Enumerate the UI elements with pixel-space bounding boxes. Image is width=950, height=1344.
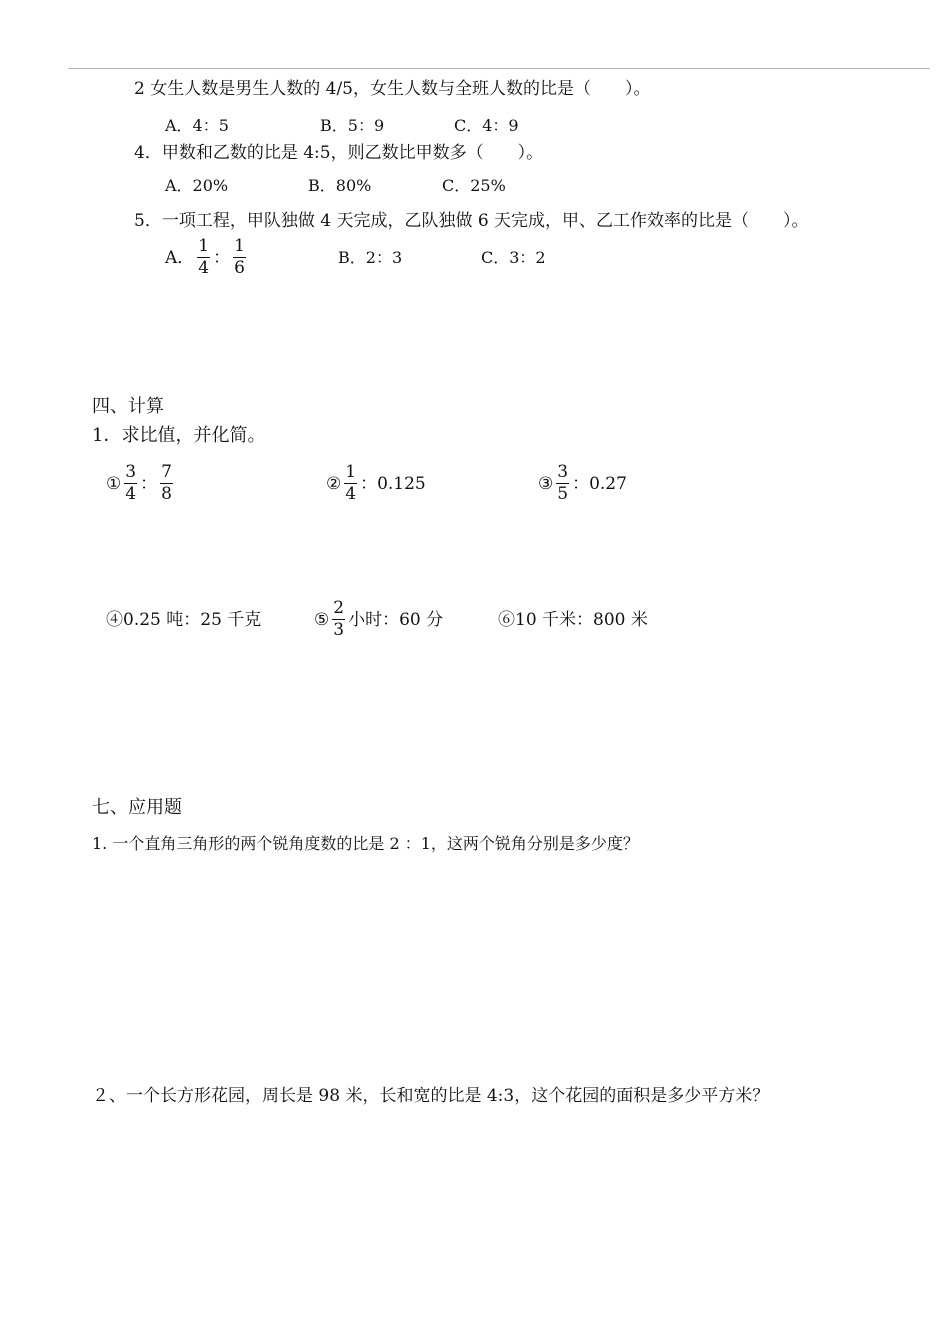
item-marker: ③ [538,473,554,494]
question-2-text: 2 女生人数是男生人数的 4/5，女生人数与全班人数的比是（ ）。 [134,79,651,99]
calc-item-6: ⑥10 千米：800 米 [498,610,648,630]
calc-item-2 [326,463,426,504]
fraction-numerator: 2 [333,598,345,618]
application-question-1: 1. 一个直角三角形的两个锐角度数的比是 2 ：1，这两个锐角分别是多少度？ [92,834,639,853]
fraction [344,463,357,504]
calc-item-5 [314,599,443,640]
ratio-colon: ： [140,473,158,494]
question-4-text: 4．甲数和乙数的比是 4:5，则乙数比甲数多（ ）。 [134,143,544,163]
fraction-denominator: 3 [333,620,345,640]
fraction [332,599,345,640]
fraction-denominator: 4 [198,258,210,278]
fraction-numerator: 3 [125,462,137,482]
q5-option-a [165,237,249,278]
fraction [124,463,137,504]
fraction-numerator: 1 [198,236,210,256]
header-rule [68,68,930,69]
q5-option-a-label: A． [165,247,195,268]
q4-option-c: C．25% [442,176,506,195]
q4-option-a: A．20% [165,176,229,195]
fraction [160,463,173,504]
item-expression: 小时：60 分 [348,609,444,630]
calc-item-3 [538,463,627,504]
section-4-title: 四、计算 [92,396,164,417]
item-expression: ：0.125 [360,473,426,494]
fraction-numerator: 1 [234,236,245,256]
q5-option-b: B．2：3 [338,248,403,267]
fraction-denominator: 4 [345,484,357,504]
fraction [233,237,246,278]
item-marker: ② [326,473,342,494]
section-4-subtitle: 1．求比值，并化简。 [92,425,266,446]
item-marker: ⑤ [314,609,330,630]
fraction [556,463,569,504]
fraction-numerator: 3 [557,462,569,482]
question-5-text: 5．一项工程，甲队独做 4 天完成，乙队独做 6 天完成，甲、乙工作效率的比是（ ）。 [134,211,809,231]
calc-item-1 [106,463,176,504]
q4-option-b: B．80% [308,176,372,195]
item-marker: ① [106,473,122,494]
fraction-numerator: 7 [161,462,172,482]
section-7-title: 七、应用题 [92,797,182,818]
fraction-denominator: 4 [125,484,137,504]
calc-item-4: ④0.25 吨：25 千克 [106,610,262,630]
q2-option-b: B．5：9 [320,116,385,135]
q2-option-c: C．4：9 [454,116,519,135]
fraction [197,237,210,278]
application-question-2: ２、一个长方形花园，周长是 98 米，长和宽的比是 4:3，这个花园的面积是多少平方米？ [92,1086,770,1106]
fraction-numerator: 1 [345,462,357,482]
fraction-denominator: 6 [234,258,245,278]
item-expression: ：0.27 [572,473,627,494]
q5-option-c: C．3：2 [481,248,546,267]
fraction-denominator: 8 [161,484,172,504]
q2-option-a: A．4：5 [165,116,229,135]
ratio-colon: ： [213,247,231,268]
fraction-denominator: 5 [557,484,569,504]
